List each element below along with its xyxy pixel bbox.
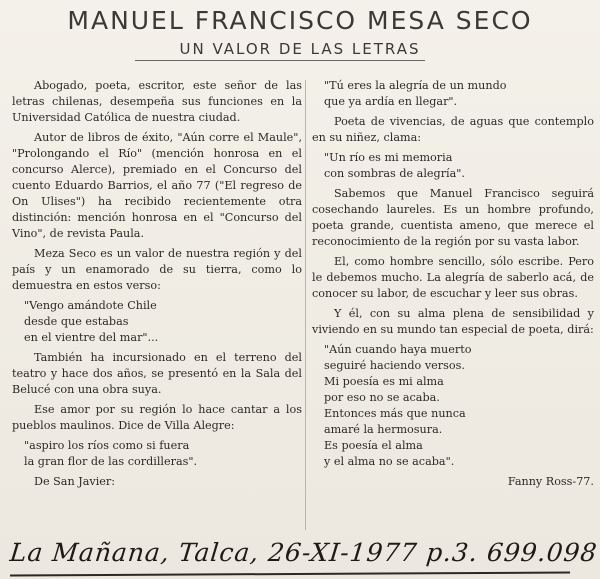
verse-line: Es poesía el alma: [324, 439, 423, 452]
right-column: [312, 78, 594, 490]
subtitle-rule: [135, 60, 425, 61]
verse-quote: [324, 78, 594, 110]
column-separator: [305, 80, 306, 530]
handwritten-underline: [10, 572, 570, 577]
paragraph: Poeta de vivencias, de aguas que contemplo en su niñez, clama:: [312, 115, 594, 144]
verse-line: "Aún cuando haya muerto: [324, 343, 472, 356]
verse-line: y el alma no se acaba".: [324, 455, 455, 468]
verse-line: "Un río es mi memoria: [324, 151, 453, 164]
author-signature: Fanny Ross-77.: [507, 475, 594, 488]
left-column: [12, 78, 302, 494]
verse-line: por eso no se acaba.: [324, 391, 440, 404]
paragraph: El, como hombre sencillo, sólo escribe. Pero le debemos mucho. La alegría de saberlo acá, de conocer su labor, de escuchar y leer sus obras.: [312, 255, 594, 300]
verse-line: "Vengo amándote Chile: [24, 299, 157, 312]
handwritten-citation: La Mañana, Talca, 26-XI-1977 p.3. 699.098: [8, 538, 600, 567]
verse-line: Mi poesía es mi alma: [324, 375, 444, 388]
verse-line: en el vientre del mar"...: [24, 331, 159, 344]
paragraph: Sabemos que Manuel Francisco seguirá cosechando laureles. Es un hombre profundo, poeta grande, cuentista ameno, que merece el reconocimiento de la región por su vasta labor.: [312, 187, 594, 248]
verse-line: con sombras de alegría".: [324, 167, 465, 180]
article-subtitle: UN VALOR DE LAS LETRAS: [179, 40, 421, 58]
verse-line: la gran flor de las cordilleras".: [24, 455, 198, 468]
verse-line: "Tú eres la alegría de un mundo: [324, 79, 507, 92]
paragraph: Abogado, poeta, escritor, este señor de las letras chilenas, desempeña sus funciones en la Universidad Católica de nuestra ciudad.: [12, 79, 302, 124]
paragraph: De San Javier:: [34, 475, 116, 488]
paragraph: También ha incursionado en el terreno del teatro y hace dos años, se presentó en la Sala del Belucé con una obra suya.: [12, 351, 302, 396]
article-title: MANUEL FRANCISCO MESA SECO: [67, 6, 533, 35]
verse-line: seguiré haciendo versos.: [324, 359, 465, 372]
paragraph: Autor de libros de éxito, "Aún corre el Maule", "Prolongando el Río" (mención honrosa en el concurso Alerce), premiado en el Concurso del cuento Eduardo Barrios, el año 77 ("El regreso de On Ulises") ha recibido recientemente otra distinción: mención honrosa en el "Concurso del Vino", de revista Paula.: [12, 131, 302, 240]
verse-line: amaré la hermosura.: [324, 423, 443, 436]
verse-quote: [24, 438, 302, 470]
paragraph: Ese amor por su región lo hace cantar a los pueblos maulinos. Dice de Villa Alegre:: [12, 403, 302, 432]
verse-line: que ya ardía en llegar".: [324, 95, 458, 108]
paragraph: Meza Seco es un valor de nuestra región y del país y un enamorado de su tierra, como lo demuestra en estos verso:: [12, 247, 302, 292]
verse-quote: [324, 150, 594, 182]
paragraph: Y él, con su alma plena de sensibilidad y viviendo en su mundo tan especial de poeta, dirá:: [312, 307, 594, 336]
verse-line: Entonces más que nunca: [324, 407, 466, 420]
verse-quote: [24, 298, 302, 346]
verse-line: "aspiro los ríos como si fuera: [24, 439, 190, 452]
verse-quote: [324, 342, 594, 470]
verse-line: desde que estabas: [24, 315, 129, 328]
